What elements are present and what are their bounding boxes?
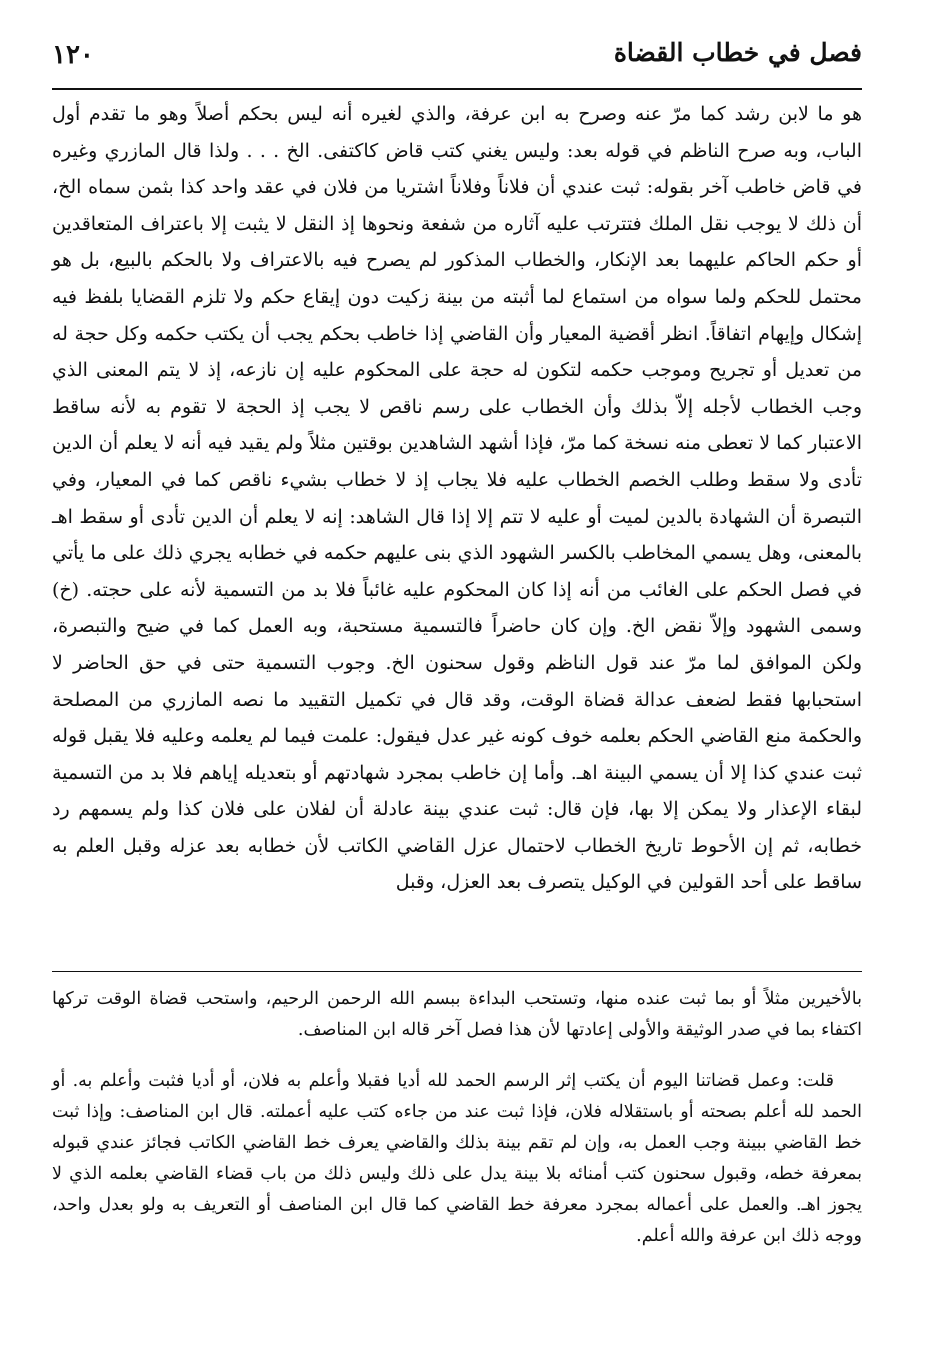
page-number: ١٢٠: [52, 40, 94, 70]
footnote-continuation: بالأخيرين مثلاً أو بما ثبت عنده منها، وتستحب البداءة ببسم الله الرحمن الرحيم، واستحب قضاة الوقت تركها اكتفاء بما في صدر الوثيقة والأولى إعادتها لأن هذا فصل آخر قاله ابن المناصف.: [52, 989, 862, 1040]
page-header: [52, 38, 862, 84]
footnotes: [52, 984, 862, 1252]
running-title: فصل في خطاب القضاة: [613, 38, 862, 67]
body-paragraph: هو ما لابن رشد كما مرّ عنه وصرح به ابن عرفة، والذي لغيره أنه ليس بحكم أصلاً وهو ما تقدم أول الباب، وبه صرح الناظم في قوله بعد: وليس يغني كتب قاض كاكتفى. الخ . . . ولذا قال المازري وغيره في قاض خاطب آخر بقوله: ثبت عندي أن فلاناً وفلاناً اشتريا من فلان في عقد واحد كذا بثمن سماه الخ، أن ذلك لا يوجب نقل الملك فتترتب عليه آثاره من شفعة ونحوها إذ النقل لا يثبت إلا باعتراف المتعاقدين أو حكم الحاكم عليهما بعد الإنكار، والخطاب المذكور لم يصرح فيه بالاعتراف ولا بالحكم بالبيع، بل هو محتمل للحكم ولما سواه من استماع لما أثبته من بينة زكيت دون إيقاع حكم ولا تلزم القضايا بلفظ فيه إشكال وإيهام اتفاقاً. انظر أقضية المعيار وأن القاضي إذا خاطب بحكم يجب أن يكتب حكمه وكل حجة له من تعديل أو تجريح وموجب حكمه لتكون له حجة على المحكوم عليه إن نازعه، إذ لا يتم المعنى الذي وجب الخطاب لأجله إلاّ بذلك وأن الخطاب على رسم ناقص لا يجب إذ الحجة لا تقوم به لأنه ساقط الاعتبار كما لا تعطى منه نسخة كما مرّ، فإذا أشهد الشاهدين بوقتين مثلاً ولم يقيد فيه أنه لا يعلم أن الدين تأدى ولا سقط وطلب الخصم الخطاب عليه فلا يجاب إذ لا خطاب بشيء ناقص كما في المعيار، وفي التبصرة أن الشهادة بالدين لميت أو عليه لا تتم إلا إذا قال الشاهد: إنه لا يعلم أن الدين تأدى أو سقط اهـ بالمعنى، وهل يسمي المخاطب بالكسر الشهود الذي بنى عليهم حكمه في خطابه يجري ذلك على ما يأتي في فصل الحكم على الغائب من أنه إذا كان المحكوم عليه غائباً فلا بد من التسمية لأنه على حجته. (خ) وسمى الشهود وإلاّ نقض الخ. وإن كان حاضراً فالتسمية مستحبة، وبه العمل كما في ضيح والتبصرة، ولكن الموافق لما مرّ عند قول الناظم وقول سحنون الخ. وجوب التسمية حتى في حق الحاضر لا استحبابها فقط لضعف عدالة قضاة الوقت، وقد قال في تكميل التقييد ما نصه المازري من المصلحة والحكمة منع القاضي الحكم بعلمه خوف كونه غير عدل فيقول: علمت فيما لم يعلمه وعليه فلا يقبل قوله ثبت عندي كذا إلا أن يسمي البينة اهـ. وأما إن خاطب بمجرد شهادتهم أو بتعديله إياهم فلا بد من التسمية لبقاء الإعذار ولا يمكن إلا بها، فإن قال: ثبت عندي بينة عادلة أن لفلان على فلان كذا ولم يسمهم رد خطابه، ثم إن الأحوط تاريخ الخطاب لاحتمال عزل القاضي الكاتب لأن خطابه بعد عزله وقبل العلم به ساقط على أحد القولين في الوكيل يتصرف بعد العزل، وقبل: [52, 103, 862, 894]
footnote-comment: قلت: وعمل قضاتنا اليوم أن يكتب إثر الرسم الحمد لله أديا فقبلا وأعلم به فلان، أو أديا فثبت وأعلم به. أو الحمد لله أعلم بصحته أو باستقلاله فلان، فإذا ثبت عند من جاءه كتب عليه أعملته. قال ابن المناصف: وإذا ثبت خط القاضي ببينة وجب العمل به، وإن لم تقم بينة بذلك والقاضي يعرف خط القاضي الكاتب فجائز عندي قبوله بمعرفة خطه، وقبول سحنون كتب أمنائه بلا بينة يدل على ذلك وليس ذلك من باب قضاء القاضي بعلمه الذي لا يجوز اهـ. والعمل على أعماله بمجرد معرفة خط القاضي كما قال ابن المناصف أو التعريف به ولو بعدل واحد، ووجه ذلك ابن عرفة والله أعلم.: [52, 1071, 862, 1246]
main-text: [52, 96, 862, 901]
footnote-rule: [52, 971, 862, 972]
header-rule: [52, 88, 862, 90]
